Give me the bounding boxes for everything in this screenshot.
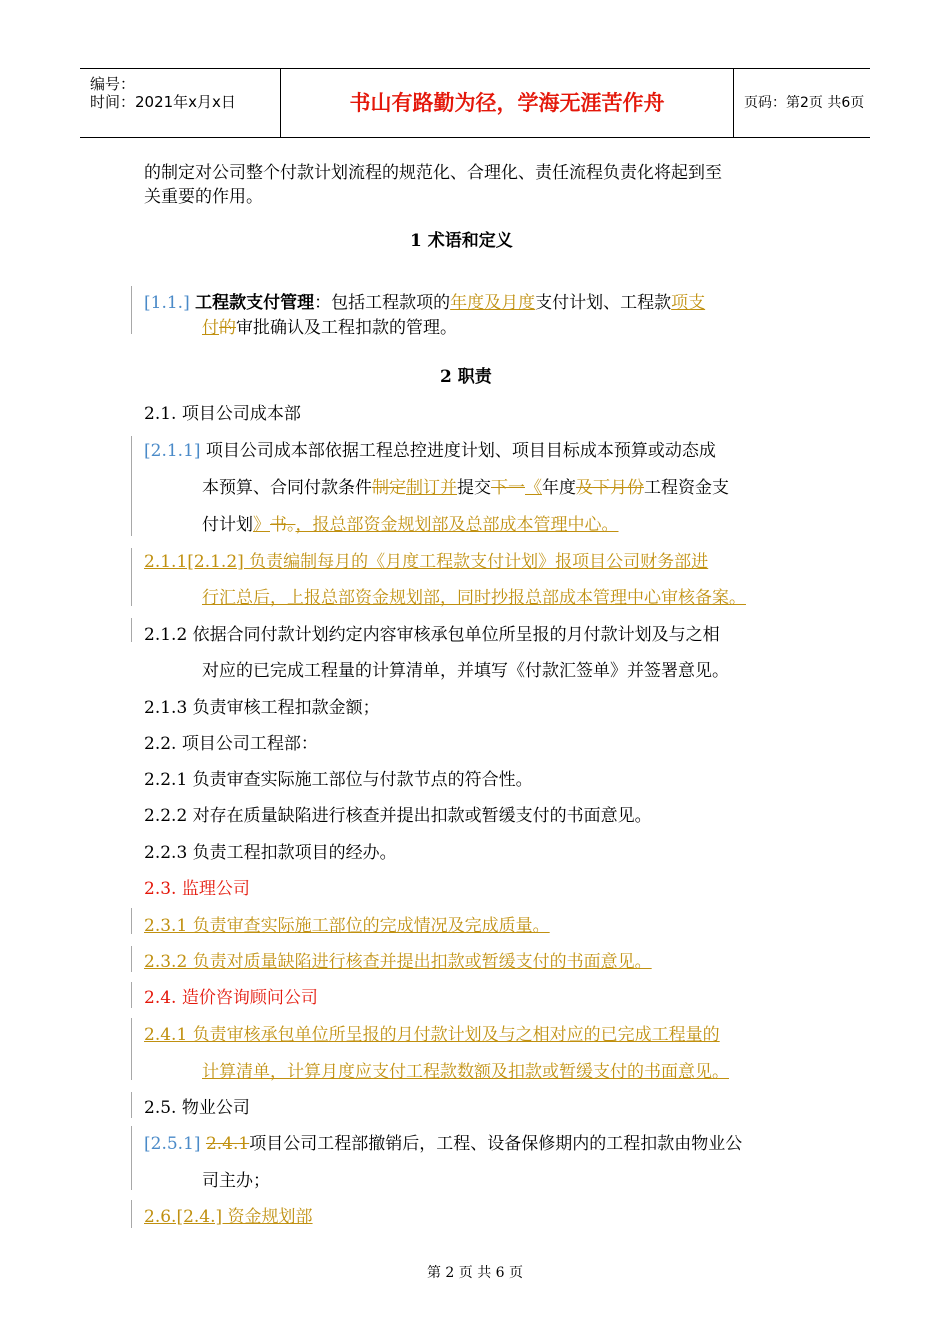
text: 工程资金支 bbox=[644, 478, 729, 498]
inserted-text: 项支 bbox=[671, 293, 706, 313]
revision-bar bbox=[131, 982, 132, 1008]
clause-2-1: 2.1. 项目公司成本部 bbox=[144, 404, 301, 424]
clause-2-3-2: 2.3.2 负责对质量缺陷进行核查并提出扣款或暂缓支付的书面意见。 bbox=[144, 952, 652, 972]
deleted-text: 及下月份 bbox=[576, 478, 644, 498]
revision-bar bbox=[131, 286, 132, 334]
clause-number: [2.5.1] bbox=[144, 1134, 201, 1154]
section-title-terms: 1 术语和定义 bbox=[410, 231, 513, 251]
revision-bar bbox=[131, 1126, 132, 1190]
inserted-text: 付 bbox=[202, 318, 219, 338]
deleted-text: 的 bbox=[219, 318, 236, 338]
clause-2-1-2-cont: 行汇总后，上报总部资金规划部，同时抄报总部成本管理中心审核备案。 bbox=[202, 588, 746, 608]
paragraph-line: 关重要的作用。 bbox=[144, 187, 263, 207]
clause-2-1-1-cont bbox=[202, 473, 729, 498]
document-number: 编号： bbox=[90, 75, 136, 93]
clause-2-1-1 bbox=[144, 436, 716, 461]
clause-2-5-1 bbox=[144, 1129, 742, 1154]
text: 支付计划、工程款 bbox=[535, 293, 672, 313]
clause-2-3: 2.3. 监理公司 bbox=[144, 879, 250, 899]
deleted-text: 2.4.1 bbox=[205, 1134, 250, 1154]
header-motto: 书山有路勤为径，学海无涯苦作舟 bbox=[281, 69, 734, 137]
deleted-text: 下一 bbox=[491, 478, 525, 498]
inserted-text: 年度及月度 bbox=[450, 293, 536, 313]
revision-bar bbox=[131, 436, 132, 536]
clause-1-1-cont bbox=[202, 313, 457, 338]
clause-2-1-4: 2.1.3 负责审核工程扣款金额； bbox=[144, 698, 380, 718]
clause-2-4: 2.4. 造价咨询顾问公司 bbox=[144, 988, 318, 1008]
revision-bar bbox=[131, 1200, 132, 1228]
text: 项目公司工程部撤销后，工程、设备保修期内的工程扣款由物业公 bbox=[249, 1134, 743, 1154]
clause-2-4-1: 2.4.1 负责审核承包单位所呈报的月付款计划及与之相对应的已完成工程量的 bbox=[144, 1025, 720, 1045]
clause-2-2-2: 2.2.2 对存在质量缺陷进行核查并提出扣款或暂缓支付的书面意见。 bbox=[144, 806, 652, 826]
clause-number: [2.1.1] bbox=[144, 441, 201, 461]
paragraph-line: 的制定对公司整个付款计划流程的规范化、合理化、责任流程负责化将起到至 bbox=[144, 163, 722, 183]
page-header bbox=[80, 68, 870, 138]
clause-2-1-2: 2.1.1[2.1.2] 负责编制每月的《月度工程款支付计划》报项目公司财务部进 bbox=[144, 552, 709, 572]
clause-2-1-3: 2.1.2 依据合同付款计划约定内容审核承包单位所呈报的月付款计划及与之相 bbox=[144, 625, 720, 645]
inserted-text: 制订并 bbox=[406, 478, 457, 498]
text: 年度 bbox=[542, 478, 576, 498]
clause-2-2-1: 2.2.1 负责审查实际施工部位与付款节点的符合性。 bbox=[144, 770, 533, 790]
section-title-duties: 2 职责 bbox=[440, 367, 492, 387]
page-footer: 第 2 页 共 6 页 bbox=[426, 1265, 524, 1281]
revision-bar bbox=[131, 618, 132, 642]
inserted-text: 》 bbox=[253, 515, 270, 535]
revision-bar bbox=[131, 1092, 132, 1118]
revision-bar bbox=[131, 908, 132, 934]
clause-2-5: 2.5. 物业公司 bbox=[144, 1098, 250, 1118]
inserted-text: 《 bbox=[525, 478, 542, 498]
clause-2-1-3-cont: 对应的已完成工程量的计算清单，并填写《付款汇签单》并签署意见。 bbox=[202, 661, 729, 681]
text: 付计划 bbox=[202, 515, 253, 535]
deleted-text: 书。 bbox=[270, 515, 296, 535]
text: 本预算、合同付款条件 bbox=[202, 478, 372, 498]
text: ：包括工程款项的 bbox=[314, 293, 451, 313]
clause-2-3-1: 2.3.1 负责审查实际施工部位的完成情况及完成质量。 bbox=[144, 916, 550, 936]
clause-2-6: 2.6.[2.4.] 资金规划部 bbox=[144, 1207, 313, 1227]
header-meta-cell bbox=[80, 69, 281, 137]
revision-bar bbox=[131, 1018, 132, 1080]
header-page-number: 页码：第2页 共6页 bbox=[744, 95, 865, 111]
clause-2-2: 2.2. 项目公司工程部： bbox=[144, 734, 318, 754]
clause-1-1 bbox=[144, 288, 705, 313]
clause-2-1-1-cont bbox=[202, 510, 619, 535]
revision-bar bbox=[131, 548, 132, 606]
text: 审批确认及工程扣款的管理。 bbox=[236, 318, 457, 338]
revision-bar bbox=[131, 946, 132, 972]
document-date: 时间：2021年x月x日 bbox=[90, 93, 236, 111]
text: 项目公司成本部依据工程总控进度计划、项目目标成本预算或动态成 bbox=[200, 441, 716, 461]
clause-2-4-1-cont: 计算清单，计算月度应支付工程款数额及扣款或暂缓支付的书面意见。 bbox=[202, 1062, 729, 1082]
inserted-text: ，报总部资金规划部及总部成本管理中心。 bbox=[295, 515, 619, 535]
term-name: 工程款支付管理 bbox=[195, 293, 315, 313]
clause-number: [1.1.] bbox=[144, 293, 190, 313]
text: 提交 bbox=[457, 478, 491, 498]
clause-2-2-3: 2.2.3 负责工程扣款项目的经办。 bbox=[144, 843, 397, 863]
deleted-text: 制定 bbox=[372, 478, 406, 498]
clause-2-5-1-cont: 司主办； bbox=[202, 1171, 270, 1191]
